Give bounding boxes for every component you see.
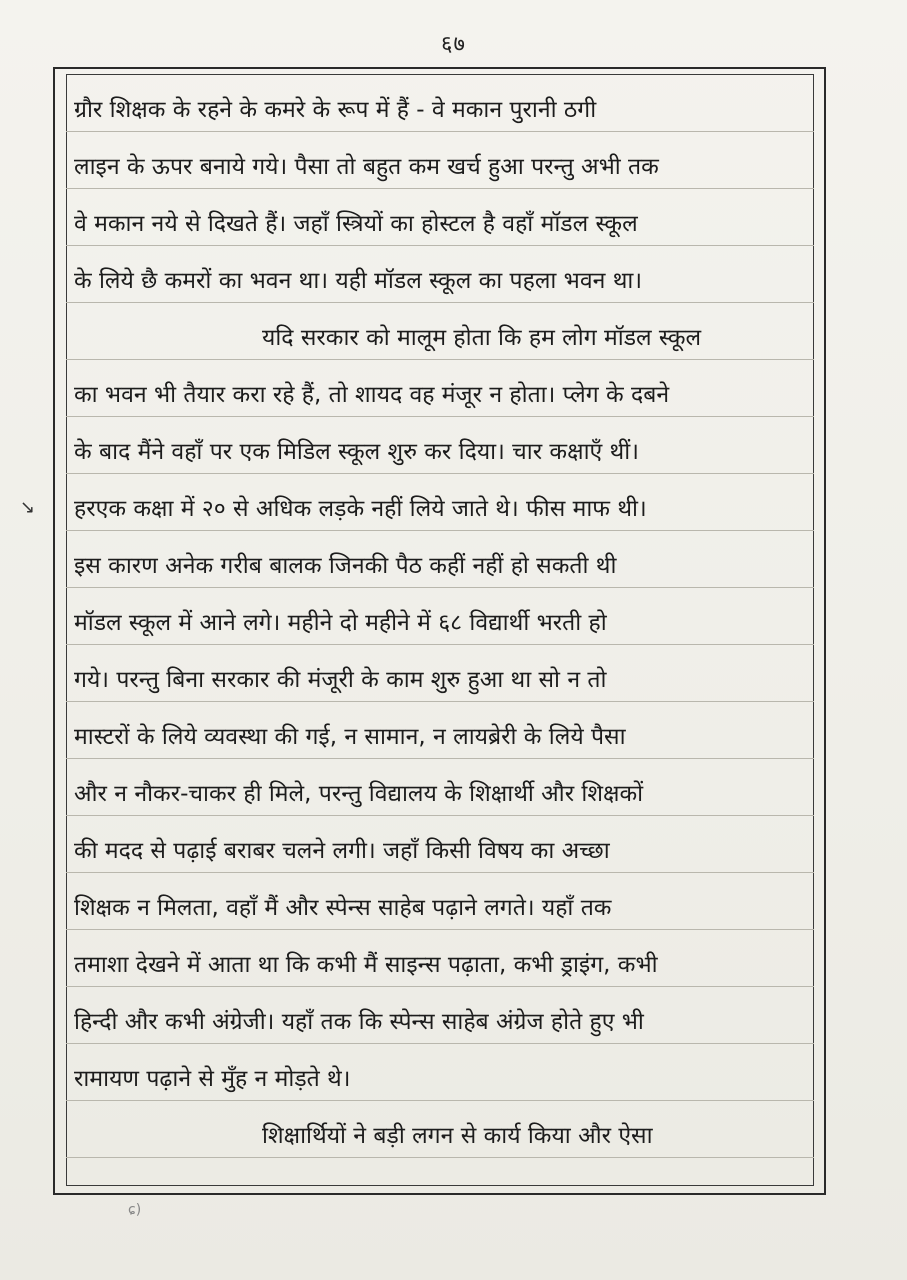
ruled-line <box>66 1157 814 1158</box>
ruled-line <box>66 644 814 645</box>
ruled-line <box>66 758 814 759</box>
text-line: मास्टरों के लिये व्यवस्था की गई, न सामान, न लायब्रेरी के लिये पैसा <box>74 724 626 750</box>
text-line: की मदद से पढ़ाई बराबर चलने लगी। जहाँ किसी विषय का अच्छा <box>74 838 610 864</box>
text-line: इस कारण अनेक गरीब बालक जिनकी पैठ कहीं नहीं हो सकती थी <box>74 553 617 579</box>
text-line: लाइन के ऊपर बनाये गये। पैसा तो बहुत कम खर्च हुआ परन्तु अभी तक <box>74 154 659 180</box>
ruled-line <box>66 416 814 417</box>
page-number: ६७ <box>441 32 466 57</box>
ruled-line <box>66 872 814 873</box>
text-line: यदि सरकार को मालूम होता कि हम लोग मॉडल स्कूल <box>262 325 702 351</box>
text-line: शिक्षक न मिलता, वहाँ मैं और स्पेन्स साहेब पढ़ाने लगते। यहाँ तक <box>74 895 612 921</box>
text-line: ग्रौर शिक्षक के रहने के कमरे के रूप में हैं - वे मकान पुरानी ठगी <box>74 97 597 123</box>
ruled-line <box>66 701 814 702</box>
text-line: का भवन भी तैयार करा रहे हैं, तो शायद वह मंजूर न होता। प्लेग के दबने <box>74 382 670 408</box>
ruled-line <box>66 587 814 588</box>
text-line: के बाद मैंने वहाँ पर एक मिडिल स्कूल शुरु कर दिया। चार कक्षाएँ थीं। <box>74 439 639 465</box>
text-line: और न नौकर-चाकर ही मिले, परन्तु विद्यालय के शिक्षार्थी और शिक्षकों <box>74 781 644 807</box>
ruled-line <box>66 815 814 816</box>
text-line: हरएक कक्षा में २० से अधिक लड़के नहीं लिये जाते थे। फीस माफ थी। <box>74 496 647 522</box>
ruled-line <box>66 986 814 987</box>
ruled-line <box>66 929 814 930</box>
ruled-line <box>66 359 814 360</box>
text-line: शिक्षार्थियों ने बड़ी लगन से कार्य किया और ऐसा <box>262 1123 653 1149</box>
ruled-line <box>66 473 814 474</box>
ruled-line <box>66 1043 814 1044</box>
ruled-line <box>66 131 814 132</box>
ruled-line <box>66 302 814 303</box>
text-line: के लिये छै कमरों का भवन था। यही मॉडल स्कूल का पहला भवन था। <box>74 268 643 294</box>
text-line: तमाशा देखने में आता था कि कभी मैं साइन्स पढ़ाता, कभी ड्राइंग, कभी <box>74 952 658 978</box>
text-line: गये। परन्तु बिना सरकार की मंजूरी के काम शुरु हुआ था सो न तो <box>74 667 607 693</box>
ruled-line <box>66 245 814 246</box>
ruled-line <box>66 530 814 531</box>
text-line: वे मकान नये से दिखते हैं। जहाँ स्त्रियों का होस्टल है वहाँ मॉडल स्कूल <box>74 211 638 237</box>
ruled-line <box>66 188 814 189</box>
ruled-line <box>66 1100 814 1101</box>
text-line: रामायण पढ़ाने से मुँह न मोड़ते थे। <box>74 1066 351 1092</box>
margin-mark: ↘ <box>20 497 36 518</box>
footer-mark: ɕ) <box>128 1202 142 1218</box>
text-line: मॉडल स्कूल में आने लगे। महीने दो महीने में ६८ विद्यार्थी भरती हो <box>74 610 607 636</box>
text-line: हिन्दी और कभी अंग्रेजी। यहाँ तक कि स्पेन्स साहेब अंग्रेज होते हुए भी <box>74 1009 644 1035</box>
